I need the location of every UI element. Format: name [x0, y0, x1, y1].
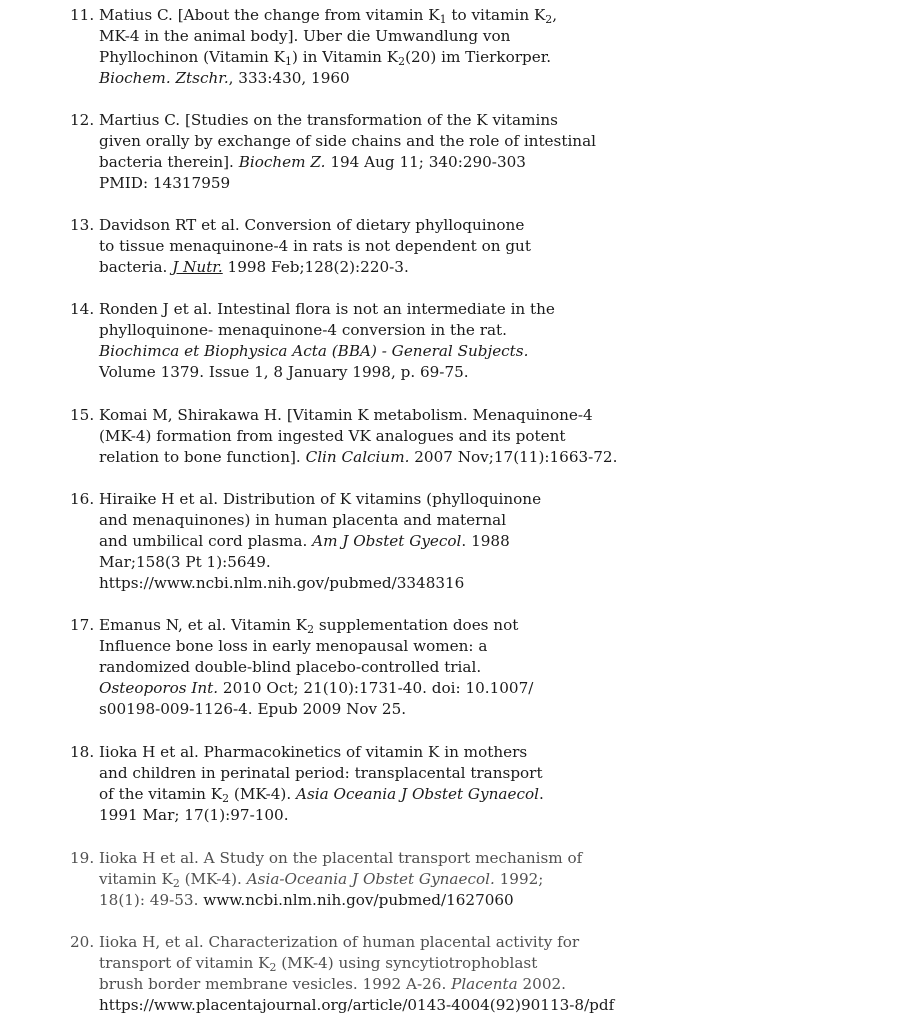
- reference-entry: [70, 489, 890, 594]
- reference-entry: [70, 615, 890, 720]
- reference-number: 12.: [70, 111, 95, 129]
- reference-line: [99, 784, 890, 805]
- reference-entry: [70, 215, 890, 278]
- reference-text: Komai M, Shirakawa H. [Vitamin K metabolism. Menaquinone-4: [99, 406, 593, 424]
- reference-text: Iioka H et al. A Study on the placental transport mechanism of: [99, 849, 583, 867]
- reference-text: bacteria.: [99, 258, 173, 276]
- reference-line: [99, 5, 890, 26]
- reference-text: bacteria therein].: [99, 153, 239, 171]
- subscript: 2: [269, 960, 277, 974]
- journal-title: Asia-Oceania J Obstet Gynaecol.: [246, 870, 495, 888]
- reference-text: brush border membrane vesicles. 1992 A-26.: [99, 975, 452, 993]
- reference-text: 1998 Feb;128(2):220-3.: [222, 258, 409, 276]
- reference-line: [99, 699, 890, 720]
- reference-line: [99, 763, 890, 784]
- reference-text: MK-4 in the animal body]. Uber die Umwandlung von: [99, 27, 511, 45]
- reference-url: https://www.placentajournal.org/article/0143-4004(92)90113-8/pdf: [99, 996, 615, 1014]
- journal-title: Asia Oceania J Obstet Gynaecol: [296, 785, 539, 803]
- reference-number: 16.: [70, 490, 95, 508]
- reference-line: [99, 890, 890, 911]
- reference-text: . 1988: [461, 532, 510, 550]
- reference-text: Matius C. [About the change from vitamin K: [99, 6, 440, 24]
- reference-line: [99, 362, 890, 383]
- reference-entry: [70, 742, 890, 826]
- reference-text: 2010 Oct; 21(10):1731-40. doi: 10.1007/: [218, 679, 534, 697]
- journal-title: Biochem. Ztschr.: [99, 69, 229, 87]
- reference-number: 17.: [70, 616, 95, 634]
- reference-line: [99, 426, 890, 447]
- reference-line: [99, 236, 890, 257]
- reference-line: [99, 573, 890, 594]
- reference-text: .: [538, 785, 544, 803]
- reference-text: supplementation does not: [314, 616, 519, 634]
- reference-line: [99, 552, 890, 573]
- subscript: 2: [307, 622, 315, 636]
- reference-text: Phyllochinon (Vitamin K: [99, 48, 285, 66]
- reference-text: Ronden J et al. Intestinal flora is not an intermediate in the: [99, 300, 555, 318]
- reference-line: [99, 26, 890, 47]
- reference-text: phylloquinone- menaquinone-4 conversion in the rat.: [99, 321, 507, 339]
- subscript: 2: [222, 791, 230, 805]
- reference-text: and umbilical cord plasma.: [99, 532, 313, 550]
- reference-line: [99, 636, 890, 657]
- journal-title: Clin Calcium.: [305, 448, 410, 466]
- reference-line: [99, 953, 890, 974]
- reference-text: 2007 Nov;17(11):1663-72.: [409, 448, 618, 466]
- reference-text: Mar;158(3 Pt 1):5649.: [99, 553, 271, 571]
- reference-line: [99, 615, 890, 636]
- subscript: 2: [545, 12, 553, 26]
- journal-title: Osteoporos Int.: [99, 679, 219, 697]
- reference-url: www.ncbi.nlm.nih.gov/pubmed/1627060: [203, 891, 514, 909]
- reference-text: s00198-009-1126-4. Epub 2009 Nov 25.: [99, 700, 407, 718]
- reference-line: [99, 215, 890, 236]
- reference-text: Iioka H et al. Pharmacokinetics of vitamin K in mothers: [99, 743, 528, 761]
- reference-text: (MK-4).: [229, 785, 296, 803]
- reference-line: [99, 848, 890, 869]
- reference-line: [99, 320, 890, 341]
- reference-entry: [70, 405, 890, 468]
- reference-line: [99, 131, 890, 152]
- reference-text: (MK-4) using syncytiotrophoblast: [276, 954, 538, 972]
- subscript: 2: [172, 876, 180, 890]
- reference-line: [99, 68, 890, 89]
- reference-text: https://www.ncbi.nlm.nih.gov/pubmed/3348316: [99, 574, 465, 592]
- journal-title: Placenta: [451, 975, 518, 993]
- reference-text: Emanus N, et al. Vitamin K: [99, 616, 308, 634]
- reference-line: [99, 869, 890, 890]
- reference-text: (20) im Tierkorper.: [405, 48, 552, 66]
- reference-text: given orally by exchange of side chains and the role of intestinal: [99, 132, 596, 150]
- reference-text: 1991 Mar; 17(1):97-100.: [99, 806, 289, 824]
- reference-line: [99, 932, 890, 953]
- reference-line: [99, 341, 890, 362]
- reference-text: 2002.: [517, 975, 566, 993]
- reference-number: 15.: [70, 406, 95, 424]
- reference-text: of the vitamin K: [99, 785, 223, 803]
- reference-entry: [70, 848, 890, 911]
- reference-line: [99, 447, 890, 468]
- journal-title: Biochimca et Biophysica Acta (BBA) - General Subjects.: [99, 342, 529, 360]
- subscript: 1: [439, 12, 447, 26]
- reference-text: ) in Vitamin K: [291, 48, 399, 66]
- reference-text: 1992;: [494, 870, 544, 888]
- reference-number: 13.: [70, 216, 95, 234]
- subscript: 1: [284, 54, 292, 68]
- reference-line: [99, 47, 890, 68]
- reference-line: [99, 489, 890, 510]
- reference-line: [99, 742, 890, 763]
- reference-text: PMID: 14317959: [99, 174, 231, 192]
- reference-text: randomized double-blind placebo-controlled trial.: [99, 658, 482, 676]
- reference-entry: [70, 932, 890, 1016]
- reference-text: 194 Aug 11; 340:290-303: [325, 153, 526, 171]
- reference-text: Martius C. [Studies on the transformation of the K vitamins: [99, 111, 558, 129]
- reference-line: [99, 405, 890, 426]
- reference-line: [99, 974, 890, 995]
- reference-line: [99, 152, 890, 173]
- reference-line: [99, 678, 890, 699]
- reference-entry: [70, 110, 890, 194]
- reference-text: and children in perinatal period: transplacental transport: [99, 764, 543, 782]
- reference-text: vitamin K: [99, 870, 173, 888]
- journal-title: J Nutr.: [172, 258, 223, 276]
- reference-line: [99, 531, 890, 552]
- reference-line: [99, 173, 890, 194]
- reference-text: Iioka H, et al. Characterization of human placental activity for: [99, 933, 580, 951]
- reference-text: 18(1): 49-53.: [99, 891, 204, 909]
- reference-number: 19.: [70, 849, 95, 867]
- reference-text: and menaquinones) in human placenta and maternal: [99, 511, 507, 529]
- reference-text: ,: [552, 6, 558, 24]
- reference-text: transport of vitamin K: [99, 954, 270, 972]
- reference-text: , 333:430, 1960: [228, 69, 350, 87]
- reference-line: [99, 510, 890, 531]
- reference-line: [99, 657, 890, 678]
- reference-number: 18.: [70, 743, 95, 761]
- reference-line: [99, 805, 890, 826]
- reference-entry: [70, 5, 890, 89]
- reference-text: (MK-4).: [179, 870, 247, 888]
- reference-text: Influence bone loss in early menopausal women: a: [99, 637, 488, 655]
- reference-text: (MK-4) formation from ingested VK analogues and its potent: [99, 427, 566, 445]
- reference-text: to vitamin K: [446, 6, 546, 24]
- reference-entry: [70, 299, 890, 383]
- reference-number: 14.: [70, 300, 95, 318]
- reference-text: Hiraike H et al. Distribution of K vitamins (phylloquinone: [99, 490, 542, 508]
- reference-line: [99, 257, 890, 278]
- journal-title: Am J Obstet Gyecol: [312, 532, 462, 550]
- reference-number: 11.: [70, 6, 95, 24]
- journal-title: Biochem Z.: [238, 153, 326, 171]
- reference-text: relation to bone function].: [99, 448, 306, 466]
- reference-text: Volume 1379. Issue 1, 8 January 1998, p. 69-75.: [99, 363, 469, 381]
- reference-text: to tissue menaquinone-4 in rats is not dependent on gut: [99, 237, 531, 255]
- subscript: 2: [398, 54, 406, 68]
- reference-line: [99, 110, 890, 131]
- reference-line: [99, 299, 890, 320]
- reference-text: Davidson RT et al. Conversion of dietary phylloquinone: [99, 216, 525, 234]
- reference-number: 20.: [70, 933, 95, 951]
- reference-line: [99, 995, 890, 1016]
